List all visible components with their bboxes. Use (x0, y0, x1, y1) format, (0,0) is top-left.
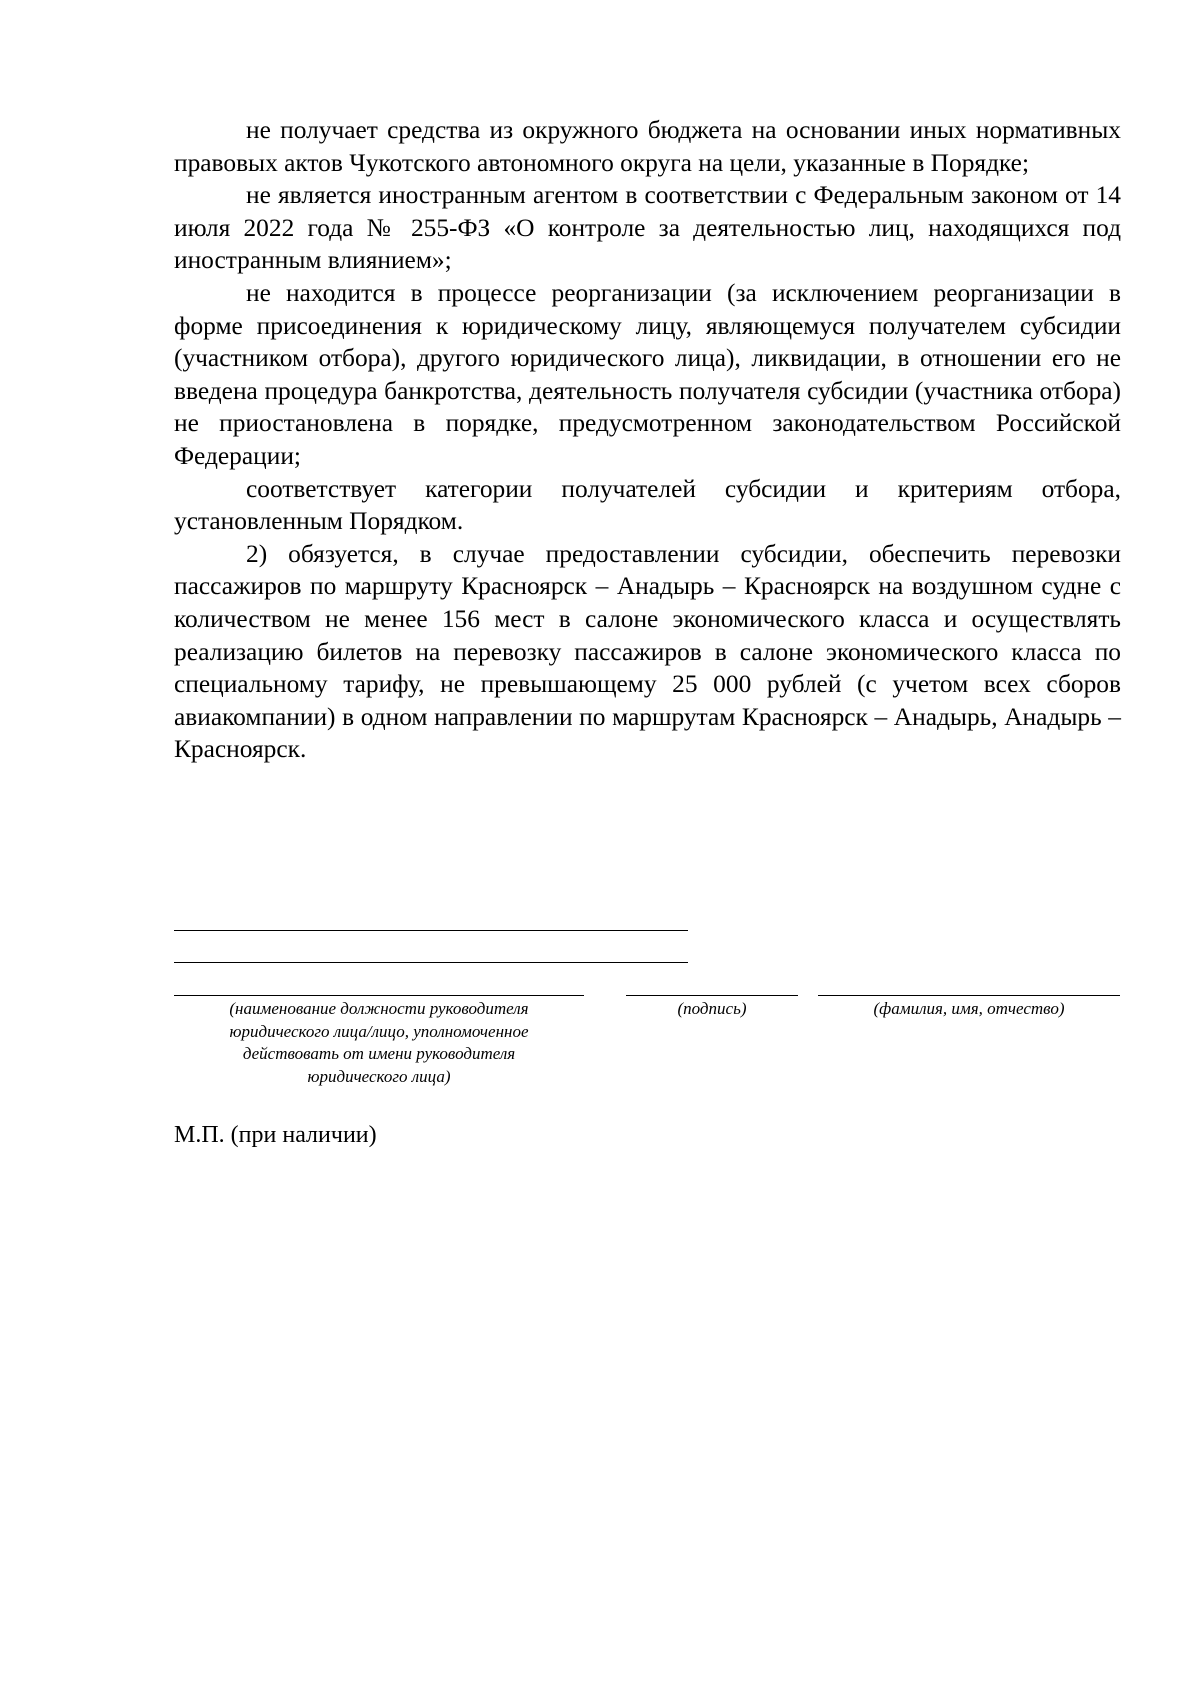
paragraph-no-reorganization: не находится в процессе реорганизации (за исключением реорганизации в форме присоединения к юридическому лицу, являющемуся получателем субсидии (участником отбора), другого юридического лица), ликвидации, в отношении его не введена процедура банкротства, деятельность получателя субсидии (участника отбора) не приостановлена в порядке, предусмотренном законодательством Российской Федерации; (174, 278, 1121, 470)
signature-caption: (подпись) (677, 999, 747, 1018)
name-caption: (фамилия, имя, отчество) (873, 999, 1065, 1018)
position-caption-line: (наименование должности руководителя (229, 999, 529, 1018)
blank-line-1 (174, 930, 688, 931)
position-caption (174, 998, 584, 1088)
paragraph-meets-criteria: соответствует категории получателей субсидии и критериям отбора, установленным Порядком. (174, 474, 1121, 536)
position-caption-line: действовать от имени руководителя (242, 1044, 516, 1063)
position-caption-line: юридического лица/лицо, уполномоченное (229, 1021, 529, 1041)
paragraph-obligation: 2) обязуется, в случае предоставлении субсидии, обеспечить перевозки пассажиров по маршруту Красноярск – Анадырь – Красноярск на воздушном судне с количеством не менее 156 мест в салоне экономического класса и осуществлять реализацию билетов на перевозку пассажиров в салоне экономического класса по специальному тарифу, не превышающему 25 000 рублей (с учетом всех сборов авиакомпании) в одном направлении по маршрутам Красноярск – Анадырь, Анадырь – Красноярск. (174, 539, 1121, 764)
position-signature-line (174, 995, 584, 996)
position-caption-line: юридического лица) (307, 1066, 451, 1086)
signature-line (626, 995, 798, 996)
paragraph-not-foreign-agent: не является иностранным агентом в соответствии с Федеральным законом от 14 июля 2022 года № 255-ФЗ «О контроле за деятельностью лиц, находящихся под иностранным влиянием»; (174, 181, 1121, 275)
blank-line-2 (174, 962, 688, 963)
document-body (174, 114, 1121, 766)
stamp-note: М.П. (при наличии) (174, 1122, 377, 1148)
paragraph-no-budget-funds: не получает средства из окружного бюджета на основании иных нормативных правовых актов Чукотского автономного округа на цели, указанные в Порядке; (174, 116, 1121, 177)
name-signature-line (818, 995, 1120, 996)
